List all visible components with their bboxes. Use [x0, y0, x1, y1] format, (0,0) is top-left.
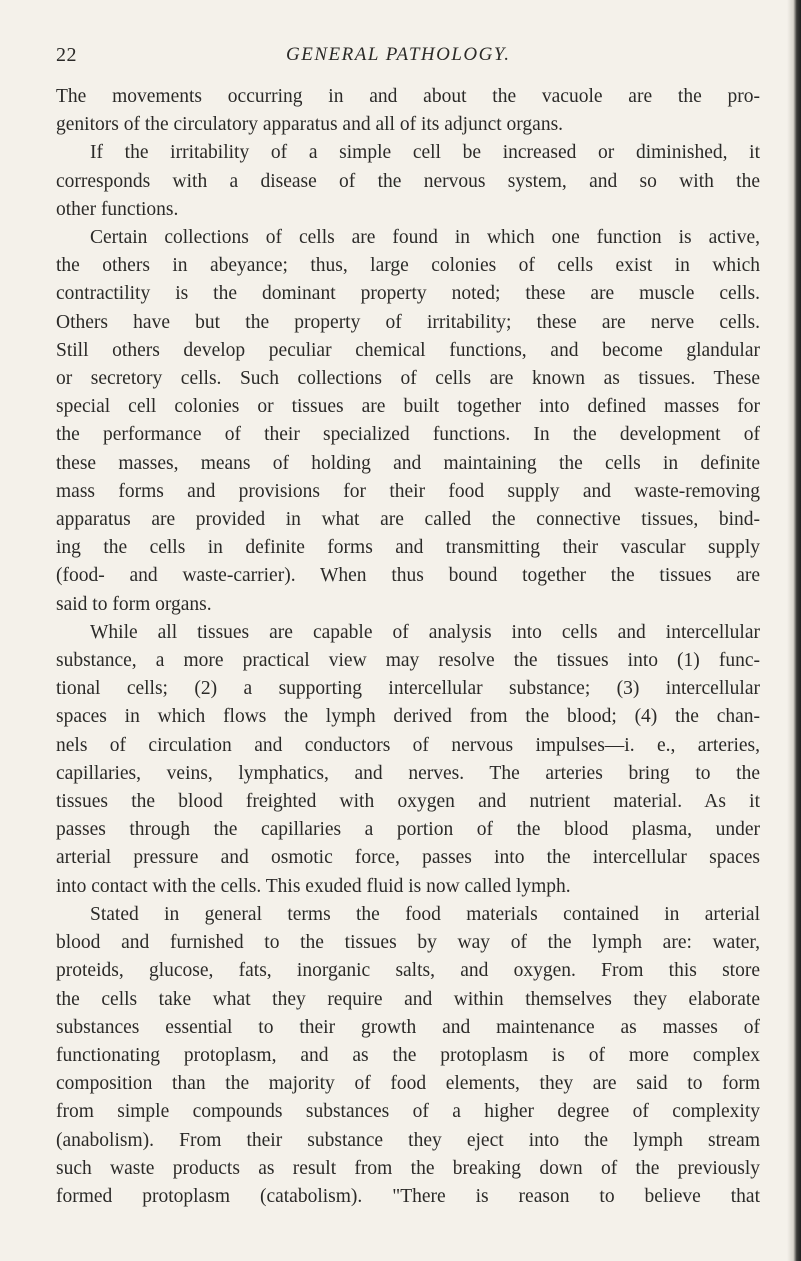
text-line: other functions.	[56, 198, 179, 220]
text-line: such waste products as result from the breaking down of the previously	[56, 1157, 760, 1179]
text-line: ing the cells in definite forms and transmitting their vascular supply	[56, 537, 760, 559]
text-line: If the irritability of a simple cell be increased or diminished, it	[90, 142, 760, 164]
text-line: corresponds with a disease of the nervous system, and so with the	[56, 170, 760, 192]
text-line: While all tissues are capable of analysis into cells and intercellular	[90, 621, 760, 643]
page-edge-shadow	[787, 0, 801, 1261]
text-line: Others have but the property of irritability; these are nerve cells.	[56, 311, 760, 333]
page-header	[56, 42, 756, 70]
text-line: Certain collections of cells are found in which one function is active,	[90, 227, 760, 249]
text-line: composition than the majority of food elements, they are said to form	[56, 1073, 760, 1095]
text-line: substance, a more practical view may resolve the tissues into (1) func-	[56, 650, 760, 672]
text-line: arterial pressure and osmotic force, passes into the intercellular spaces	[56, 847, 760, 869]
text-line: blood and furnished to the tissues by way of the lymph are: water,	[56, 932, 760, 954]
text-line: Stated in general terms the food materials contained in arterial	[90, 903, 760, 925]
text-line: functionating protoplasm, and as the protoplasm is of more complex	[56, 1044, 760, 1066]
text-line: genitors of the circulatory apparatus and all of its adjunct organs.	[56, 114, 564, 136]
text-line: these masses, means of holding and maintaining the cells in definite	[56, 452, 760, 474]
text-line: said to form organs.	[56, 593, 212, 615]
text-line: Still others develop peculiar chemical functions, and become glandular	[56, 339, 760, 361]
running-head: GENERAL PATHOLOGY.	[286, 44, 511, 65]
text-line: apparatus are provided in what are called the connective tissues, bind-	[56, 509, 760, 531]
text-line: (anabolism). From their substance they eject into the lymph stream	[56, 1129, 760, 1151]
text-line: into contact with the cells. This exuded fluid is now called lymph.	[56, 875, 571, 897]
text-line: contractility is the dominant property noted; these are muscle cells.	[56, 283, 760, 305]
body-text	[56, 83, 760, 1211]
text-line: special cell colonies or tissues are built together into defined masses for	[56, 396, 760, 418]
page-number: 22	[56, 44, 77, 66]
text-line: the cells take what they require and within themselves they elaborate	[56, 988, 760, 1010]
text-line: formed protoplasm (catabolism). "There is reason to believe that	[56, 1185, 760, 1207]
text-line: spaces in which flows the lymph derived from the blood; (4) the chan-	[56, 706, 760, 728]
text-line: proteids, glucose, fats, inorganic salts, and oxygen. From this store	[56, 960, 760, 982]
text-line: capillaries, veins, lymphatics, and nerves. The arteries bring to the	[56, 762, 760, 784]
text-line: the others in abeyance; thus, large colonies of cells exist in which	[56, 255, 760, 277]
text-line: nels of circulation and conductors of nervous impulses—i. e., arteries,	[56, 734, 760, 756]
text-line: tissues the blood freighted with oxygen and nutrient material. As it	[56, 791, 760, 813]
text-line: mass forms and provisions for their food supply and waste-removing	[56, 480, 760, 502]
text-line: the performance of their specialized functions. In the development of	[56, 424, 760, 446]
text-line: The movements occurring in and about the vacuole are the pro-	[56, 86, 760, 107]
text-line: from simple compounds substances of a higher degree of complexity	[56, 1101, 760, 1123]
text-line: passes through the capillaries a portion of the blood plasma, under	[56, 819, 760, 841]
text-line: or secretory cells. Such collections of cells are known as tissues. These	[56, 368, 760, 390]
text-line: (food- and waste-carrier). When thus bound together the tissues are	[56, 565, 760, 587]
text-line: substances essential to their growth and maintenance as masses of	[56, 1016, 760, 1038]
text-line: tional cells; (2) a supporting intercellular substance; (3) intercellular	[56, 678, 760, 700]
